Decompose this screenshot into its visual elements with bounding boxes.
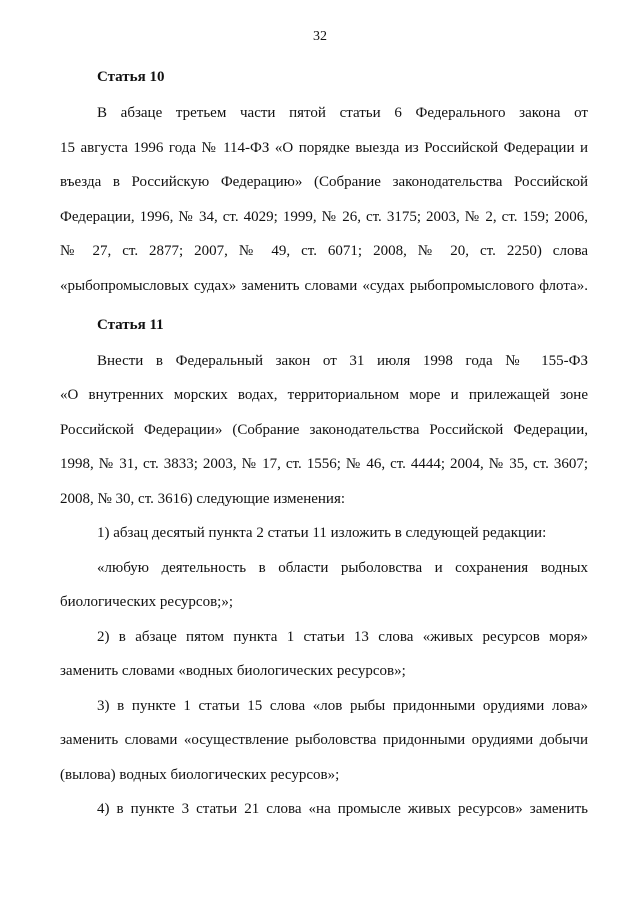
article-11-line-1: Внести в Федеральный закон от 31 июля 1998 года № 155-ФЗ bbox=[97, 353, 588, 369]
article-10-line-5: № 27, ст. 2877; 2007, № 49, ст. 6071; 2008, № 20, ст. 2250) слова bbox=[60, 243, 588, 259]
article-10-line-4: Федерации, 1996, № 34, ст. 4029; 1999, № 26, ст. 3175; 2003, № 2, ст. 159; 2006, bbox=[60, 209, 588, 225]
article-11-item-3-cont: заменить словами «осуществление рыболовства придонными орудиями добычи bbox=[60, 732, 588, 748]
article-11-item-3-end: (вылова) водных биологических ресурсов»; bbox=[60, 767, 340, 783]
article-10-heading: Статья 10 bbox=[97, 69, 165, 85]
article-10-line-1: В абзаце третьем части пятой статьи 6 Федерального закона от bbox=[97, 105, 588, 121]
article-11-item-1: 1) абзац десятый пункта 2 статьи 11 изложить в следующей редакции: bbox=[97, 525, 547, 541]
article-11-item-3: 3) в пункте 1 статьи 15 слова «лов рыбы придонными орудиями лова» bbox=[97, 698, 588, 714]
page-number: 32 bbox=[313, 29, 327, 44]
article-10-line-2: 15 августа 1996 года № 114-ФЗ «О порядке выезда из Российской Федерации и bbox=[60, 140, 588, 156]
article-11-item-2-end: заменить словами «водных биологических ресурсов»; bbox=[60, 663, 406, 679]
article-10-line-6: «рыбопромысловых судах» заменить словами «судах рыбопромыслового флота». bbox=[60, 278, 588, 294]
article-11-line-3: Российской Федерации» (Собрание законодательства Российской Федерации, bbox=[60, 422, 588, 438]
article-10-line-3: въезда в Российскую Федерацию» (Собрание законодательства Российской bbox=[60, 174, 588, 190]
article-11-line-2: «О внутренних морских водах, территориальном море и прилежащей зоне bbox=[60, 387, 588, 403]
article-11-heading: Статья 11 bbox=[97, 317, 164, 333]
article-11-line-4: 1998, № 31, ст. 3833; 2003, № 17, ст. 1556; № 46, ст. 4444; 2004, № 35, ст. 3607; bbox=[60, 456, 588, 472]
article-11-item-4: 4) в пункте 3 статьи 21 слова «на промысле живых ресурсов» заменить bbox=[97, 801, 588, 817]
article-11-item-1-quote-end: биологических ресурсов;»; bbox=[60, 594, 233, 610]
article-11-line-5: 2008, № 30, ст. 3616) следующие изменения: bbox=[60, 491, 346, 507]
article-11-item-2: 2) в абзаце пятом пункта 1 статьи 13 слова «живых ресурсов моря» bbox=[97, 629, 588, 645]
article-11-item-1-quote: «любую деятельность в области рыболовства и сохранения водных bbox=[97, 560, 588, 576]
